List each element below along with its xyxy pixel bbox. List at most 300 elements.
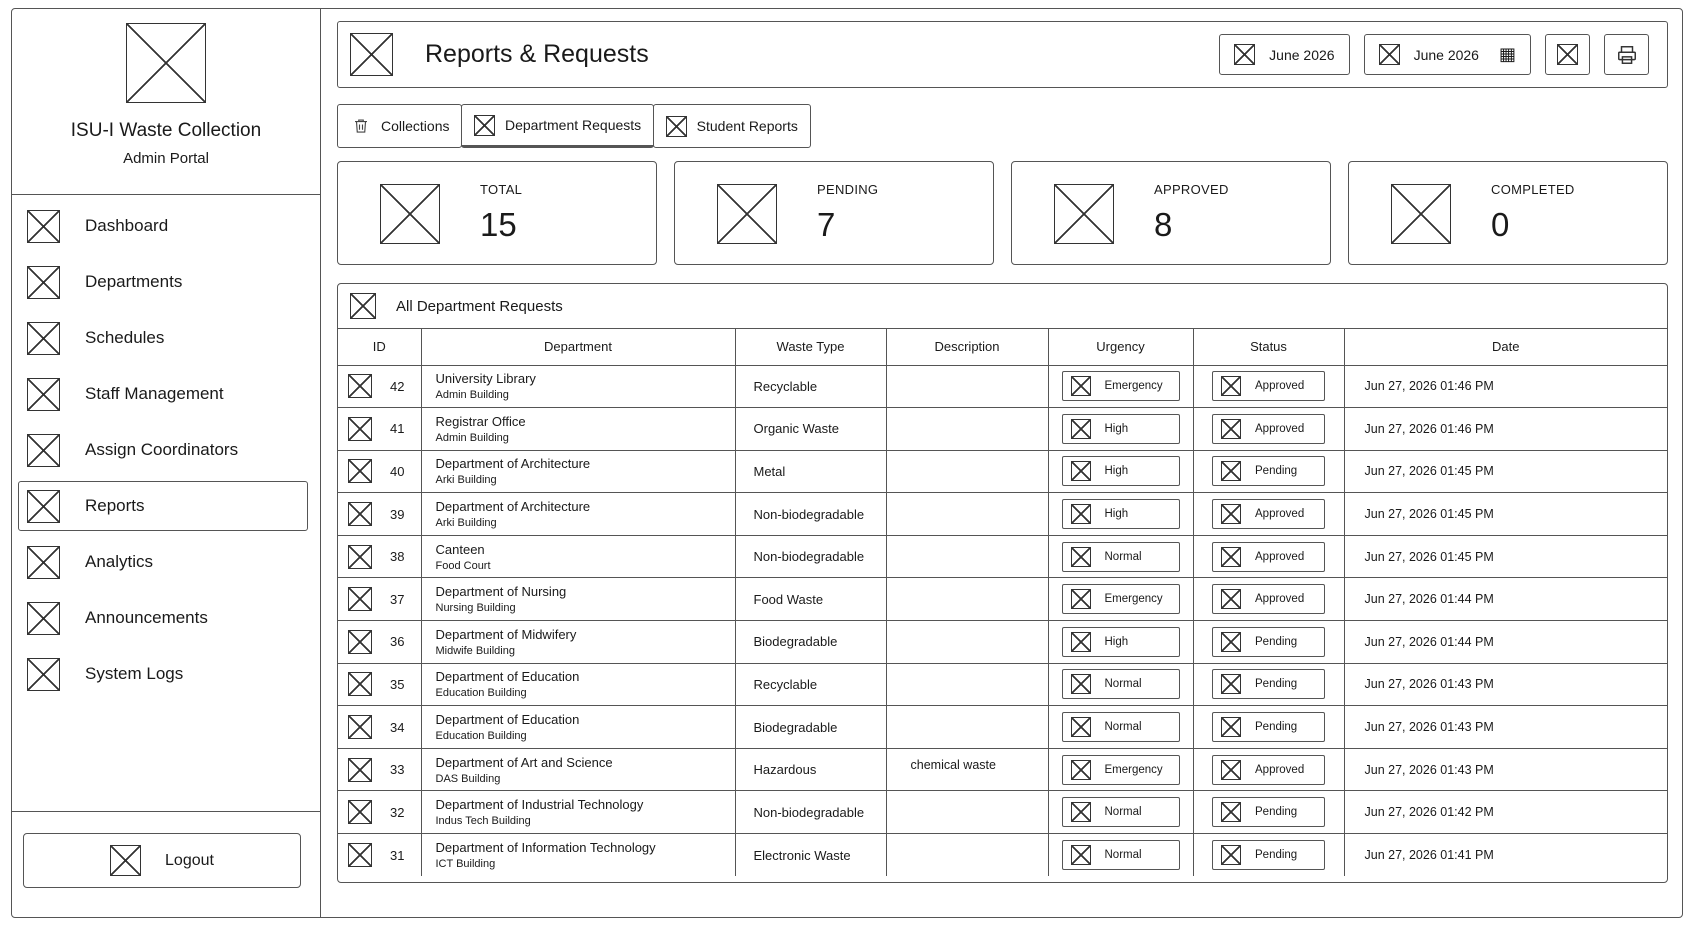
table-row[interactable] xyxy=(338,365,1667,408)
waste-type-cell: Food Waste xyxy=(735,578,886,621)
brand-subtitle: Admin Portal xyxy=(123,150,209,167)
date-cell: Jun 27, 2026 01:46 PM xyxy=(1344,408,1667,451)
department-cell xyxy=(421,706,735,749)
department-name: Department of Midwifery xyxy=(435,626,577,642)
description-cell xyxy=(886,706,1048,749)
sidebar-item-announcements[interactable] xyxy=(18,593,308,643)
status-icon xyxy=(1221,376,1241,396)
urgency-badge xyxy=(1062,669,1180,699)
urgency-icon xyxy=(1071,802,1091,822)
status-label: Pending xyxy=(1255,678,1298,691)
urgency-label: High xyxy=(1104,508,1129,521)
id-cell xyxy=(338,493,421,536)
export-button[interactable] xyxy=(1545,34,1590,75)
waste-type-cell: Organic Waste xyxy=(735,408,886,451)
urgency-badge xyxy=(1062,712,1180,742)
id-cell xyxy=(338,663,421,706)
urgency-icon xyxy=(1071,845,1091,865)
description-cell xyxy=(886,450,1048,493)
urgency-icon xyxy=(1071,589,1091,609)
status-label: Approved xyxy=(1255,550,1305,563)
department-name: Department of Education xyxy=(435,712,580,728)
row-select-icon[interactable] xyxy=(348,800,372,824)
date-picker[interactable] xyxy=(1364,34,1531,75)
urgency-badge xyxy=(1062,456,1180,486)
status-icon xyxy=(1221,461,1241,481)
table-body xyxy=(338,365,1667,876)
waste-type-cell: Biodegradable xyxy=(735,621,886,664)
id-cell xyxy=(338,578,421,621)
urgency-badge xyxy=(1062,371,1180,401)
calendar-icon: ▦ xyxy=(1498,44,1516,64)
sidebar-item-label: Schedules xyxy=(85,328,165,347)
stat-value: 0 xyxy=(1491,206,1510,243)
row-id: 42 xyxy=(390,378,405,394)
urgency-badge xyxy=(1062,499,1180,529)
department-requests-icon xyxy=(474,115,495,136)
column-header-date: Date xyxy=(1344,329,1667,365)
description-cell xyxy=(886,578,1048,621)
logout-icon xyxy=(110,845,141,876)
waste-type-cell: Recyclable xyxy=(735,663,886,706)
urgency-label: Emergency xyxy=(1104,593,1163,606)
id-cell xyxy=(338,791,421,834)
status-badge[interactable] xyxy=(1212,456,1325,486)
status-badge[interactable] xyxy=(1212,797,1325,827)
status-icon xyxy=(1221,419,1241,439)
departments-icon xyxy=(27,266,60,299)
status-badge[interactable] xyxy=(1212,499,1325,529)
description-cell xyxy=(886,408,1048,451)
tab-label: Department Requests xyxy=(504,117,642,133)
export-icon xyxy=(1557,44,1578,65)
row-select-icon[interactable] xyxy=(348,672,372,696)
urgency-icon xyxy=(1071,376,1091,396)
logout-button[interactable] xyxy=(23,833,301,888)
date-cell: Jun 27, 2026 01:45 PM xyxy=(1344,535,1667,578)
id-cell xyxy=(338,834,421,877)
id-wrap xyxy=(338,374,421,398)
status-badge[interactable] xyxy=(1212,584,1325,614)
urgency-icon xyxy=(1071,632,1091,652)
status-cell xyxy=(1193,663,1344,706)
sidebar-item-label: Staff Management xyxy=(85,384,224,403)
month-filter-label: June 2026 xyxy=(1269,46,1335,63)
urgency-badge xyxy=(1062,627,1180,657)
id-wrap xyxy=(338,502,421,526)
status-icon xyxy=(1221,589,1241,609)
dashboard-icon xyxy=(27,210,60,243)
department-cell xyxy=(421,535,735,578)
description-cell xyxy=(886,834,1048,877)
sidebar-item-label: Assign Coordinators xyxy=(85,440,239,459)
department-cell xyxy=(421,834,735,877)
status-cell xyxy=(1193,408,1344,451)
id-cell xyxy=(338,748,421,791)
date-cell: Jun 27, 2026 01:41 PM xyxy=(1364,848,1494,863)
waste-type-cell: Hazardous xyxy=(735,748,886,791)
status-icon xyxy=(1221,547,1241,567)
analytics-icon xyxy=(27,546,60,579)
table-row[interactable] xyxy=(338,706,1667,749)
sidebar-item-staff-management[interactable] xyxy=(18,369,308,419)
urgency-icon xyxy=(1071,504,1091,524)
status-badge[interactable] xyxy=(1212,627,1325,657)
department-cell xyxy=(421,450,735,493)
building-name: ICT Building xyxy=(435,858,496,871)
column-header-status: Status xyxy=(1193,329,1344,365)
row-select-icon[interactable] xyxy=(348,843,372,867)
tab-bar xyxy=(337,104,1668,148)
department-name: Department of Architecture xyxy=(435,456,591,472)
stat-card-approved xyxy=(1011,161,1331,265)
status-cell xyxy=(1193,365,1344,408)
sidebar-item-label: Analytics xyxy=(85,552,154,571)
row-select-icon[interactable] xyxy=(348,459,372,483)
stats-row xyxy=(337,161,1668,265)
requests-table-card xyxy=(337,283,1668,883)
table-title: All Department Requests xyxy=(396,297,563,315)
id-wrap xyxy=(338,630,421,654)
column-header-id: ID xyxy=(338,329,421,365)
logout-area xyxy=(12,811,320,917)
row-select-icon[interactable] xyxy=(348,374,372,398)
table-row[interactable] xyxy=(338,834,1667,877)
system-logs-icon xyxy=(27,658,60,691)
sidebar-item-schedules[interactable] xyxy=(18,313,308,363)
date-icon xyxy=(1379,44,1400,65)
status-label: Pending xyxy=(1255,849,1298,862)
row-id: 38 xyxy=(390,549,405,565)
urgency-icon xyxy=(1071,674,1091,694)
urgency-cell xyxy=(1048,578,1193,621)
date-cell: Jun 27, 2026 01:45 PM xyxy=(1344,450,1667,493)
status-badge[interactable] xyxy=(1212,712,1325,742)
department-cell xyxy=(421,748,735,791)
id-cell xyxy=(338,365,421,408)
urgency-cell xyxy=(1048,748,1193,791)
waste-type-cell: Non-biodegradable xyxy=(735,493,886,536)
urgency-cell xyxy=(1048,535,1193,578)
month-filter-button[interactable] xyxy=(1219,34,1349,75)
date-cell: Jun 27, 2026 01:43 PM xyxy=(1344,706,1667,749)
status-icon xyxy=(1221,632,1241,652)
description-cell xyxy=(886,663,1048,706)
status-badge[interactable] xyxy=(1212,371,1325,401)
description-cell xyxy=(886,493,1048,536)
printer-icon xyxy=(1616,44,1638,66)
status-cell xyxy=(1193,706,1344,749)
row-id: 36 xyxy=(390,634,405,650)
sidebar-item-reports[interactable] xyxy=(18,481,308,531)
department-cell xyxy=(421,365,735,408)
sidebar-item-dashboard[interactable] xyxy=(18,201,308,251)
id-cell xyxy=(338,621,421,664)
reports-icon xyxy=(27,490,60,523)
row-id: 37 xyxy=(390,591,405,607)
building-name: Admin Building xyxy=(435,389,509,402)
urgency-cell xyxy=(1048,791,1193,834)
sidebar-item-departments[interactable] xyxy=(18,257,308,307)
building-name: Education Building xyxy=(435,730,527,743)
department-name: University Library xyxy=(435,371,536,387)
id-cell xyxy=(338,535,421,578)
description-cell: chemical waste xyxy=(886,748,1048,791)
department-name: Registrar Office xyxy=(435,413,526,429)
sidebar-item-label: System Logs xyxy=(85,664,184,683)
page-title: Reports & Requests xyxy=(425,40,649,68)
row-select-icon[interactable] xyxy=(348,545,372,569)
status-icon xyxy=(1221,674,1241,694)
table-row[interactable] xyxy=(338,408,1667,451)
sidebar-item-analytics[interactable] xyxy=(18,537,308,587)
header-tools xyxy=(1219,34,1649,75)
status-badge[interactable] xyxy=(1212,755,1325,785)
building-name: Nursing Building xyxy=(435,602,516,615)
table-row[interactable] xyxy=(338,663,1667,706)
sidebar-item-assign-coordinators[interactable] xyxy=(18,425,308,475)
status-label: Approved xyxy=(1255,422,1305,435)
urgency-icon xyxy=(1071,760,1091,780)
urgency-label: Normal xyxy=(1104,678,1142,691)
requests-table xyxy=(338,329,1667,876)
stat-card-completed xyxy=(1348,161,1668,265)
status-label: Approved xyxy=(1255,763,1305,776)
id-cell xyxy=(338,408,421,451)
urgency-badge xyxy=(1062,542,1180,572)
urgency-cell xyxy=(1048,450,1193,493)
stat-value: 8 xyxy=(1154,206,1173,243)
status-badge[interactable] xyxy=(1212,669,1325,699)
stat-value: 7 xyxy=(817,206,836,243)
date-cell: Jun 27, 2026 01:44 PM xyxy=(1344,621,1667,664)
description-cell xyxy=(886,791,1048,834)
row-select-icon[interactable] xyxy=(348,758,372,782)
page-header xyxy=(337,21,1668,88)
logout-label: Logout xyxy=(165,851,214,869)
waste-type-cell: Non-biodegradable xyxy=(735,535,886,578)
department-name: Department of Art and Science xyxy=(435,754,613,770)
building-name: DAS Building xyxy=(435,772,501,785)
department-name: Canteen xyxy=(435,541,485,557)
department-cell xyxy=(421,621,735,664)
status-cell xyxy=(1193,621,1344,664)
schedules-icon xyxy=(27,322,60,355)
date-cell: Jun 27, 2026 01:44 PM xyxy=(1344,578,1667,621)
row-select-icon[interactable] xyxy=(348,587,372,611)
status-icon xyxy=(1221,760,1241,780)
row-select-icon[interactable] xyxy=(348,417,372,441)
row-select-icon[interactable] xyxy=(348,715,372,739)
brand-title: ISU-I Waste Collection xyxy=(70,120,262,141)
building-name: Arki Building xyxy=(435,474,497,487)
status-cell xyxy=(1193,535,1344,578)
column-header-department: Department xyxy=(421,329,735,365)
urgency-icon xyxy=(1071,717,1091,737)
status-cell xyxy=(1193,493,1344,536)
status-label: Pending xyxy=(1255,465,1298,478)
department-name: Department of Information Technology xyxy=(435,840,656,856)
id-wrap xyxy=(338,417,421,441)
urgency-label: Normal xyxy=(1104,721,1142,734)
status-label: Approved xyxy=(1255,380,1305,393)
urgency-badge xyxy=(1062,755,1180,785)
status-icon xyxy=(1221,845,1241,865)
date-cell: Jun 27, 2026 01:43 PM xyxy=(1344,748,1667,791)
urgency-cell xyxy=(1048,706,1193,749)
urgency-badge xyxy=(1062,414,1180,444)
status-cell xyxy=(1193,791,1344,834)
urgency-icon xyxy=(1071,419,1091,439)
urgency-label: Normal xyxy=(1104,550,1142,563)
filter-icon xyxy=(1234,44,1255,65)
row-select-icon[interactable] xyxy=(348,630,372,654)
id-wrap xyxy=(338,715,421,739)
urgency-label: High xyxy=(1104,422,1129,435)
department-cell xyxy=(421,791,735,834)
sidebar-item-label: Reports xyxy=(85,496,145,515)
table-header-row xyxy=(338,329,1667,365)
announcements-icon xyxy=(27,602,60,635)
sidebar-item-label: Announcements xyxy=(85,608,208,627)
logo-icon xyxy=(126,23,206,103)
trash-icon xyxy=(350,116,371,137)
row-select-icon[interactable] xyxy=(348,502,372,526)
id-wrap xyxy=(338,587,421,611)
sidebar-item-label: Departments xyxy=(85,272,183,291)
status-icon xyxy=(1221,717,1241,737)
id-wrap xyxy=(338,545,421,569)
status-cell xyxy=(1193,834,1344,877)
building-name: Arki Building xyxy=(435,517,497,530)
student-reports-icon xyxy=(666,116,687,137)
urgency-label: Emergency xyxy=(1104,763,1163,776)
table-row[interactable] xyxy=(338,578,1667,621)
building-name: Midwife Building xyxy=(435,644,515,657)
urgency-badge xyxy=(1062,797,1180,827)
app-window xyxy=(11,8,1683,918)
staff-management-icon xyxy=(27,378,60,411)
id-cell xyxy=(338,706,421,749)
row-id: 33 xyxy=(390,762,405,778)
department-name: Department of Architecture xyxy=(435,499,591,515)
department-name: Department of Nursing xyxy=(435,584,567,600)
waste-type-cell: Non-biodegradable xyxy=(735,791,886,834)
department-name: Department of Education xyxy=(435,669,580,685)
table-row[interactable] xyxy=(338,748,1667,791)
status-label: Pending xyxy=(1255,806,1298,819)
urgency-label: High xyxy=(1104,635,1129,648)
urgency-icon xyxy=(1071,547,1091,567)
total-icon xyxy=(380,184,440,244)
description-cell xyxy=(886,365,1048,408)
tab-collections[interactable] xyxy=(337,104,462,148)
tab-student-reports[interactable] xyxy=(653,104,811,148)
department-cell xyxy=(421,578,735,621)
id-cell xyxy=(338,450,421,493)
reports-icon xyxy=(350,33,393,76)
department-cell xyxy=(421,408,735,451)
status-badge[interactable] xyxy=(1212,542,1325,572)
sidebar-item-system-logs[interactable] xyxy=(18,649,308,699)
table-row[interactable] xyxy=(338,493,1667,536)
stat-label: APPROVED xyxy=(1154,182,1229,197)
id-wrap xyxy=(338,758,421,782)
waste-type-cell: Metal xyxy=(735,450,886,493)
row-id: 32 xyxy=(390,804,405,820)
urgency-cell xyxy=(1048,834,1193,877)
assign-coordinators-icon xyxy=(27,434,60,467)
column-header-description: Description xyxy=(886,329,1048,365)
sidebar-nav xyxy=(12,195,320,699)
urgency-label: Normal xyxy=(1104,849,1142,862)
status-label: Pending xyxy=(1255,635,1298,648)
date-cell: Jun 27, 2026 01:45 PM xyxy=(1344,493,1667,536)
table-row[interactable] xyxy=(338,621,1667,664)
urgency-cell xyxy=(1048,408,1193,451)
department-cell xyxy=(421,663,735,706)
waste-type-cell: Recyclable xyxy=(735,365,886,408)
status-icon xyxy=(1221,802,1241,822)
urgency-label: Normal xyxy=(1104,806,1142,819)
row-id: 35 xyxy=(390,676,405,692)
completed-icon xyxy=(1391,184,1451,244)
status-badge[interactable] xyxy=(1212,840,1325,870)
stat-label: TOTAL xyxy=(480,182,523,197)
tab-label: Collections xyxy=(381,118,450,134)
building-name: Indus Tech Building xyxy=(435,815,531,828)
row-id: 39 xyxy=(390,506,405,522)
pending-icon xyxy=(717,184,777,244)
stat-label: COMPLETED xyxy=(1491,182,1575,197)
building-name: Food Court xyxy=(435,559,491,572)
stat-value: 15 xyxy=(480,206,517,243)
row-id: 34 xyxy=(390,719,405,735)
row-id: 41 xyxy=(390,421,405,437)
urgency-badge xyxy=(1062,584,1180,614)
urgency-cell xyxy=(1048,493,1193,536)
description-cell xyxy=(886,535,1048,578)
stat-label: PENDING xyxy=(817,182,879,197)
approved-icon xyxy=(1054,184,1114,244)
urgency-cell xyxy=(1048,621,1193,664)
urgency-cell xyxy=(1048,663,1193,706)
date-cell: Jun 27, 2026 01:43 PM xyxy=(1344,663,1667,706)
sidebar-item-label: Dashboard xyxy=(85,216,169,235)
date-cell: Jun 27, 2026 01:42 PM xyxy=(1344,791,1667,834)
stat-card-pending xyxy=(674,161,994,265)
row-id: 40 xyxy=(390,463,405,479)
table-row[interactable] xyxy=(338,450,1667,493)
table-row[interactable] xyxy=(338,791,1667,834)
urgency-label: Emergency xyxy=(1104,380,1163,393)
status-label: Approved xyxy=(1255,508,1305,521)
sidebar xyxy=(12,9,321,917)
waste-type-cell: Biodegradable xyxy=(735,706,886,749)
status-cell xyxy=(1193,450,1344,493)
department-name: Department of Industrial Technology xyxy=(435,797,644,813)
urgency-label: High xyxy=(1104,465,1129,478)
department-cell xyxy=(421,493,735,536)
brand xyxy=(12,9,320,195)
table-row[interactable] xyxy=(338,535,1667,578)
id-wrap xyxy=(338,843,421,867)
status-badge[interactable] xyxy=(1212,414,1325,444)
id-wrap xyxy=(338,672,421,696)
print-button[interactable] xyxy=(1604,34,1649,75)
tab-department-requests[interactable] xyxy=(461,104,654,148)
date-cell: Jun 27, 2026 01:46 PM xyxy=(1344,365,1667,408)
